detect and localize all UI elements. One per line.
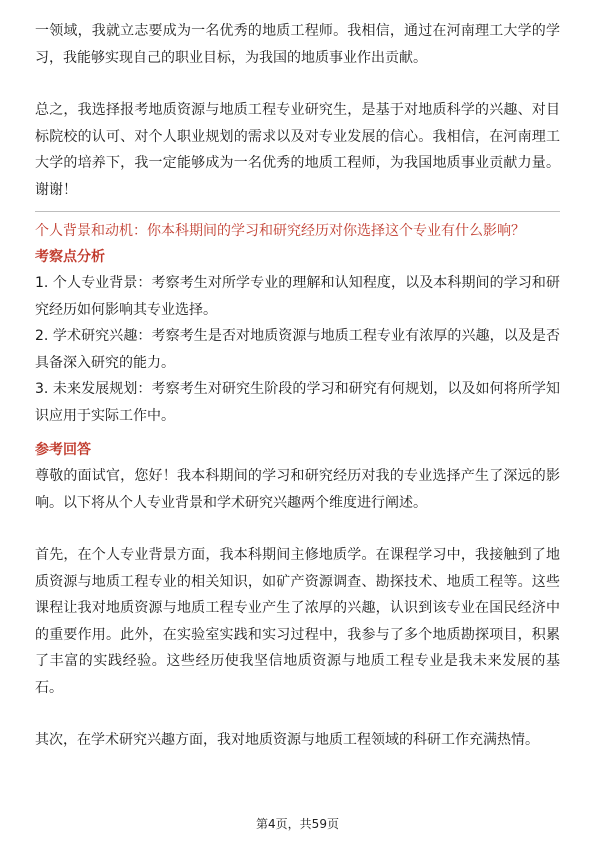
answer-heading: 参考回答	[35, 442, 91, 458]
answer-paragraph: 首先，在个人专业背景方面，我本科期间主修地质学。在课程学习中，我接触到了地质资源与地质工程专业的相关知识，如矿产资源调查、勘探技术、地质工程等。这些课程让我对地质资源与地质工程专业产生了浓厚的兴趣，认识到该专业在国民经济中的重要作用。此外，在实验室实践和实习过程中，我参与了多个地质勘探项目，积累了丰富的实践经验。这些经历使我坚信地质资源与地质工程专业是我未来发展的基石。	[35, 547, 560, 696]
document-page	[35, 18, 560, 754]
analysis-item: 2. 学术研究兴趣：考察考生是否对地质资源与地质工程专业有浓厚的兴趣，以及是否具备深入研究的能力。	[35, 328, 560, 371]
paragraph-career-goal: 一领域，我就立志要成为一名优秀的地质工程师。我相信，通过在河南理工大学的学习，我能够实现自己的职业目标，为我国的地质事业作出贡献。	[35, 23, 560, 66]
interview-question: 个人背景和动机：你本科期间的学习和研究经历对你选择这个专业有什么影响？	[35, 223, 525, 239]
paragraph-conclusion: 总之，我选择报考地质资源与地质工程专业研究生，是基于对地质科学的兴趣、对目标院校的认可、对个人职业规划的需求以及对专业发展的信心。我相信，在河南理工大学的培养下，我一定能够成为一名优秀的地质工程师，为我国地质事业贡献力量。谢谢！	[35, 102, 560, 198]
analysis-item: 1. 个人专业背景：考察考生对所学专业的理解和认知程度，以及本科期间的学习和研究经历如何影响其专业选择。	[35, 275, 560, 318]
answer-paragraph: 其次，在学术研究兴趣方面，我对地质资源与地质工程领域的科研工作充满热情。	[35, 732, 539, 748]
analysis-item: 3. 未来发展规划：考察考生对研究生阶段的学习和研究有何规划，以及如何将所学知识应用于实际工作中。	[35, 381, 560, 424]
analysis-heading: 考察点分析	[35, 249, 105, 265]
section-divider	[35, 211, 560, 212]
answer-paragraph: 尊敬的面试官，您好！我本科期间的学习和研究经历对我的专业选择产生了深远的影响。以下将从个人专业背景和学术研究兴趣两个维度进行阐述。	[35, 468, 560, 511]
page-number: 第4页，共59页	[256, 817, 339, 831]
